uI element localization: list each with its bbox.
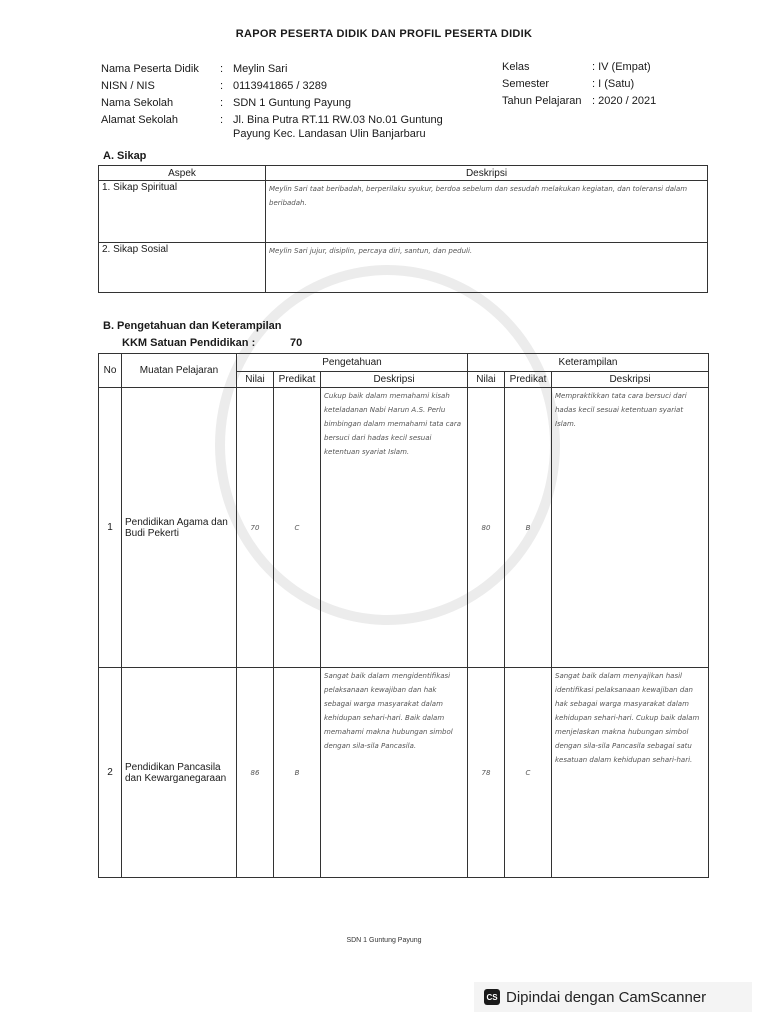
school-colon: : <box>220 97 224 109</box>
address-colon: : <box>220 114 224 126</box>
class-label: Kelas <box>502 61 530 73</box>
document-title: RAPOR PESERTA DIDIK DAN PROFIL PESERTA DIDIK <box>235 28 533 40</box>
k-predikat-cell: C <box>505 668 552 878</box>
section-a-title: A. Sikap <box>103 150 147 162</box>
col-p-nilai: Nilai <box>237 372 274 388</box>
name-value: Meylin Sari <box>233 63 288 75</box>
deskripsi-cell: Meylin Sari jujur, disiplin, percaya diri, santun, dan peduli. <box>266 243 708 293</box>
sikap-table <box>98 165 708 293</box>
col-keterampilan: Keterampilan <box>468 354 709 372</box>
k-deskripsi-cell: Sangat baik dalam menyajikan hasil identifikasi pelaksanaan kewajiban dan hak sebagai warga masyarakat dalam kehidupan sehari-hari. Cukup baik dalam menjelaskan makna hubungan simbol dengan sila-sila Pancasila sebagai satu kesatuan dalam kehidupan sehari-hari. <box>552 668 709 878</box>
table-row <box>99 668 709 878</box>
camscanner-badge <box>474 982 752 1012</box>
p-nilai-cell: 86 <box>237 668 274 878</box>
school-label: Nama Sekolah <box>101 97 174 109</box>
nilai-table <box>98 353 709 878</box>
col-no: No <box>99 354 122 388</box>
k-nilai-cell: 78 <box>468 668 505 878</box>
aspek-cell: 2. Sikap Sosial <box>99 243 266 293</box>
k-nilai-cell: 80 <box>468 388 505 668</box>
section-b-title: B. Pengetahuan dan Keterampilan <box>103 320 282 332</box>
semester-label: Semester <box>502 78 550 90</box>
col-k-deskripsi: Deskripsi <box>552 372 709 388</box>
table-row <box>99 388 709 668</box>
nisn-label: NISN / NIS <box>101 80 155 92</box>
name-colon: : <box>220 63 224 75</box>
aspek-cell: 1. Sikap Spiritual <box>99 181 266 243</box>
page-footer: SDN 1 Guntung Payung <box>346 937 422 944</box>
row-no: 1 <box>99 388 122 668</box>
nisn-value: 0113941865 / 3289 <box>233 80 327 92</box>
col-aspek: Aspek <box>99 166 266 181</box>
name-label: Nama Peserta Didik <box>101 63 199 75</box>
row-no: 2 <box>99 668 122 878</box>
k-predikat-cell: B <box>505 388 552 668</box>
camscanner-icon: CS <box>484 989 500 1005</box>
year-value: : 2020 / 2021 <box>592 95 657 107</box>
p-deskripsi-cell: Cukup baik dalam memahami kisah keteladanan Nabi Harun A.S. Perlu bimbingan dalam memahami tata cara bersuci dari hadas kecil sesuai ketentuan syariat Islam. <box>321 388 468 668</box>
kkm-value: 70 <box>290 337 303 349</box>
semester-value: : I (Satu) <box>592 78 635 90</box>
col-pengetahuan: Pengetahuan <box>237 354 468 372</box>
class-value: : IV (Empat) <box>592 61 651 73</box>
col-k-predikat: Predikat <box>505 372 552 388</box>
address-value-line2: Payung Kec. Landasan Ulin Banjarbaru <box>233 128 426 140</box>
p-deskripsi-cell: Sangat baik dalam mengidentifikasi pelaksanaan kewajiban dan hak sebagai warga masyarakat dalam kehidupan sehari-hari. Baik dalam memahami makna hubungan simbol dengan sila-sila Pancasila. <box>321 668 468 878</box>
k-deskripsi-cell: Mempraktikkan tata cara bersuci dari hadas kecil sesuai ketentuan syariat Islam. <box>552 388 709 668</box>
camscanner-text: Dipindai dengan CamScanner <box>506 988 707 1006</box>
col-muatan: Muatan Pelajaran <box>122 354 237 388</box>
year-label: Tahun Pelajaran <box>502 95 582 107</box>
table-row <box>99 181 708 243</box>
p-nilai-cell: 70 <box>237 388 274 668</box>
school-value: SDN 1 Guntung Payung <box>233 97 352 109</box>
nisn-colon: : <box>220 80 224 92</box>
p-predikat-cell: B <box>274 668 321 878</box>
col-p-predikat: Predikat <box>274 372 321 388</box>
address-label: Alamat Sekolah <box>101 114 179 126</box>
p-predikat-cell: C <box>274 388 321 668</box>
address-value-line1: Jl. Bina Putra RT.11 RW.03 No.01 Guntung <box>233 114 443 126</box>
table-row <box>99 243 708 293</box>
col-deskripsi: Deskripsi <box>266 166 708 181</box>
muatan-cell: Pendidikan Agama dan Budi Pekerti <box>122 388 237 668</box>
col-p-deskripsi: Deskripsi <box>321 372 468 388</box>
deskripsi-cell: Meylin Sari taat beribadah, berperilaku syukur, berdoa sebelum dan sesudah melakukan kegiatan, dan toleransi dalam beribadah. <box>266 181 708 243</box>
col-k-nilai: Nilai <box>468 372 505 388</box>
muatan-cell: Pendidikan Pancasila dan Kewarganegaraan <box>122 668 237 878</box>
kkm-label: KKM Satuan Pendidikan : <box>122 337 256 349</box>
